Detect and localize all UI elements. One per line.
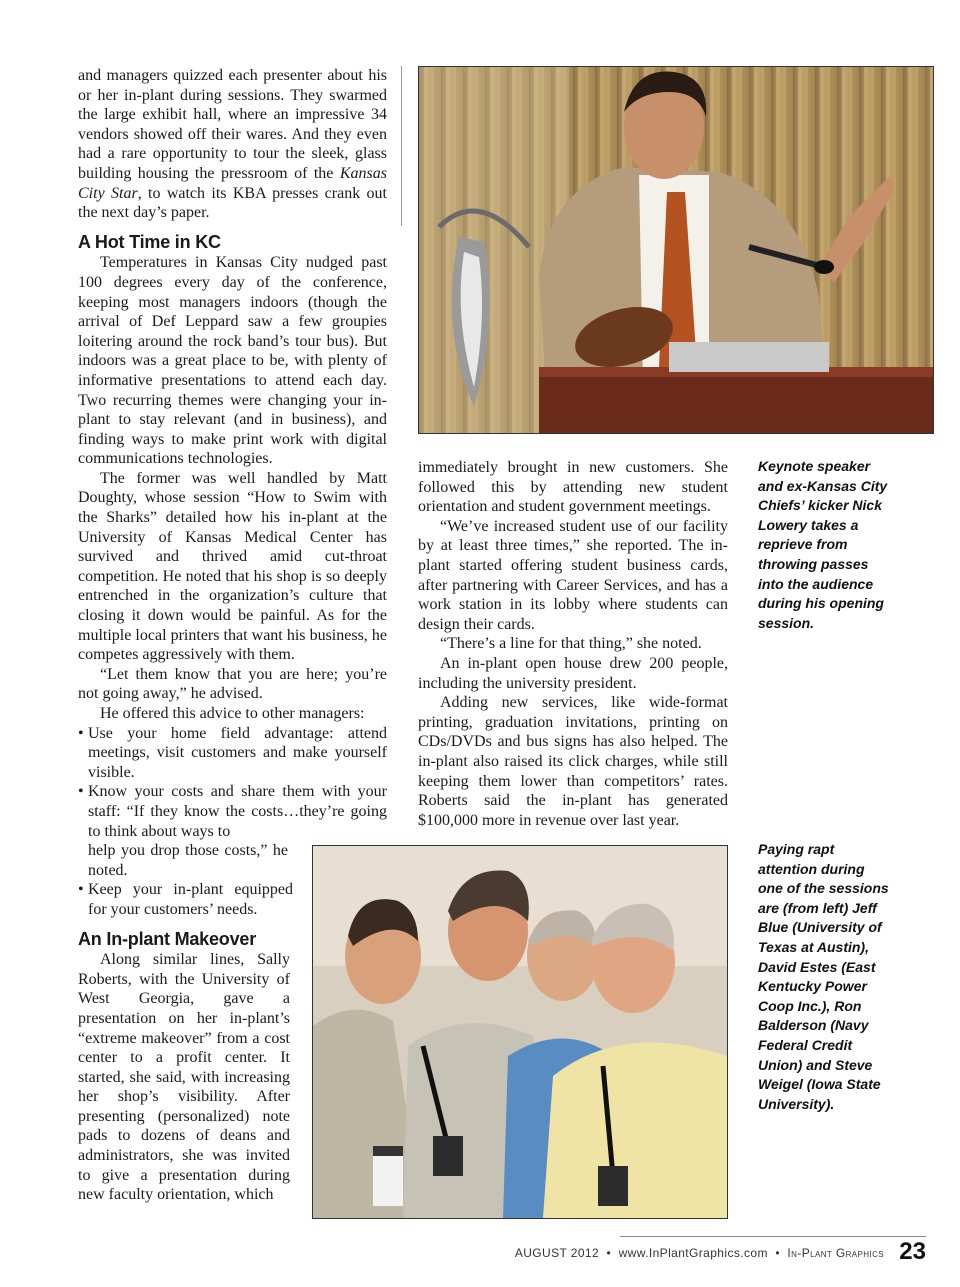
body-paragraph: “We’ve increased student use of our facility by at least three times,” she reported. The in-plant started offering student business cards, after partnering with Career Services, and has a work station in its lobby where students can design their cards. (418, 517, 728, 633)
list-item: • Use your home field advantage: attend meetings, visit customers and make yourself visible. (78, 724, 387, 783)
section-heading-makeover: An In-plant Makeover (78, 928, 257, 949)
body-paragraph: Adding new services, like wide-format printing, graduation invitations, printing on CDs/DVDs and bus signs has also helped. The in-plant also raised its click charges, while still keeping them lower than competitors’ rates. Roberts said the in-plant has generated $100,000 more in revenue over last year. (418, 694, 728, 829)
intro-paragraph: and managers quizzed each presenter about his or her in-plant during sessions. They swarmed the large exhibit hall, where an impressive 34 vendors showed off their wares. And they even had a rare opportunity to tour the sleek, glass building housing the pressroom of the Kansas City Star, to watch its KBA presses crank out the next day’s paper. (78, 67, 387, 222)
footer-text (515, 1246, 884, 1260)
photo-caption-keynote: Keynote speaker and ex-Kansas City Chiefs’ kicker Nick Lowery takes a reprieve from throwing passes into the audience during his opening session. (758, 458, 888, 631)
page-number: 23 (899, 1238, 926, 1265)
website-link[interactable]: www.InPlantGraphics.com (618, 1246, 768, 1260)
page-footer (0, 1236, 960, 1266)
body-paragraph: He offered this advice to other managers: (100, 705, 365, 722)
footer-rule (620, 1236, 926, 1237)
audience-illustration (313, 846, 727, 1218)
body-paragraph: Temperatures in Kansas City nudged past 100 degrees every day of the conference, keeping most managers indoors (though the arrival of Def Leppard saw a few groupies loitering around the rock band’s tour bus). But indoors was a great place to be, with plenty of informative presentations to attend each day. Two recurring themes were changing your in-plant to stay relevant (and in business), and finding ways to make print work with digital communications technologies. (78, 254, 387, 468)
body-paragraph: “Let them know that you are here; you’re not going away,” he advised. (78, 665, 387, 703)
issue-date: AUGUST 2012 (514, 1246, 600, 1260)
photo-caption-audience: Paying rapt attention during one of the sessions are (from left) Jeff Blue (University of Texas at Austin), David Estes (East Kentucky Power Coop Inc.), Ron Balderson (Navy Federal Credit Union) and Steve Weigel (Iowa State University). (758, 841, 889, 1112)
column-divider (401, 66, 402, 226)
bullet-separator: • (775, 1246, 780, 1260)
audience-photo (312, 845, 728, 1219)
section-heading-hot-time: A Hot Time in KC (78, 231, 221, 252)
magazine-name: In-Plant Graphics (787, 1246, 884, 1260)
body-paragraph: The former was well handled by Matt Doughty, whose session “How to Swim with the Sharks” detailed how his in-plant at the University of Kansas Medical Center has survived and thrived amid cut-throat competition. He noted that his shop is so deeply entrenched in the organization’s culture that closing it down would be painful. As for the multiple local printers that want his business, he competes aggressively with them. (78, 469, 387, 664)
article-column-middle (418, 458, 728, 830)
body-paragraph: “There’s a line for that thing,” she noted. (440, 635, 702, 653)
body-paragraph: Along similar lines, Sally Roberts, with the University of West Georgia, gave a presentation on her in-plant’s “extreme makeover” from a cost center to a profit center. It started, she said, with increasing her shop’s visibility. After presenting (personalized) note pads to dozens of deans and administrators, she was invited to give a presentation during new faculty orientation, which (78, 951, 290, 1204)
keynote-speaker-photo (418, 66, 934, 434)
list-item: • Know your costs and share them with your staff: “If they know the costs…they’re going to think about ways to help you drop those costs,” he noted. (78, 782, 387, 880)
bullet-separator: • (606, 1246, 612, 1260)
speaker-illustration (419, 67, 933, 433)
body-paragraph: immediately brought in new customers. She followed this by attending new student orientation and student government meetings. (418, 459, 728, 516)
body-paragraph: An in-plant open house drew 200 people, including the university president. (418, 654, 728, 692)
list-item: • Keep your in-plant equipped for your customers’ needs. (78, 880, 293, 919)
